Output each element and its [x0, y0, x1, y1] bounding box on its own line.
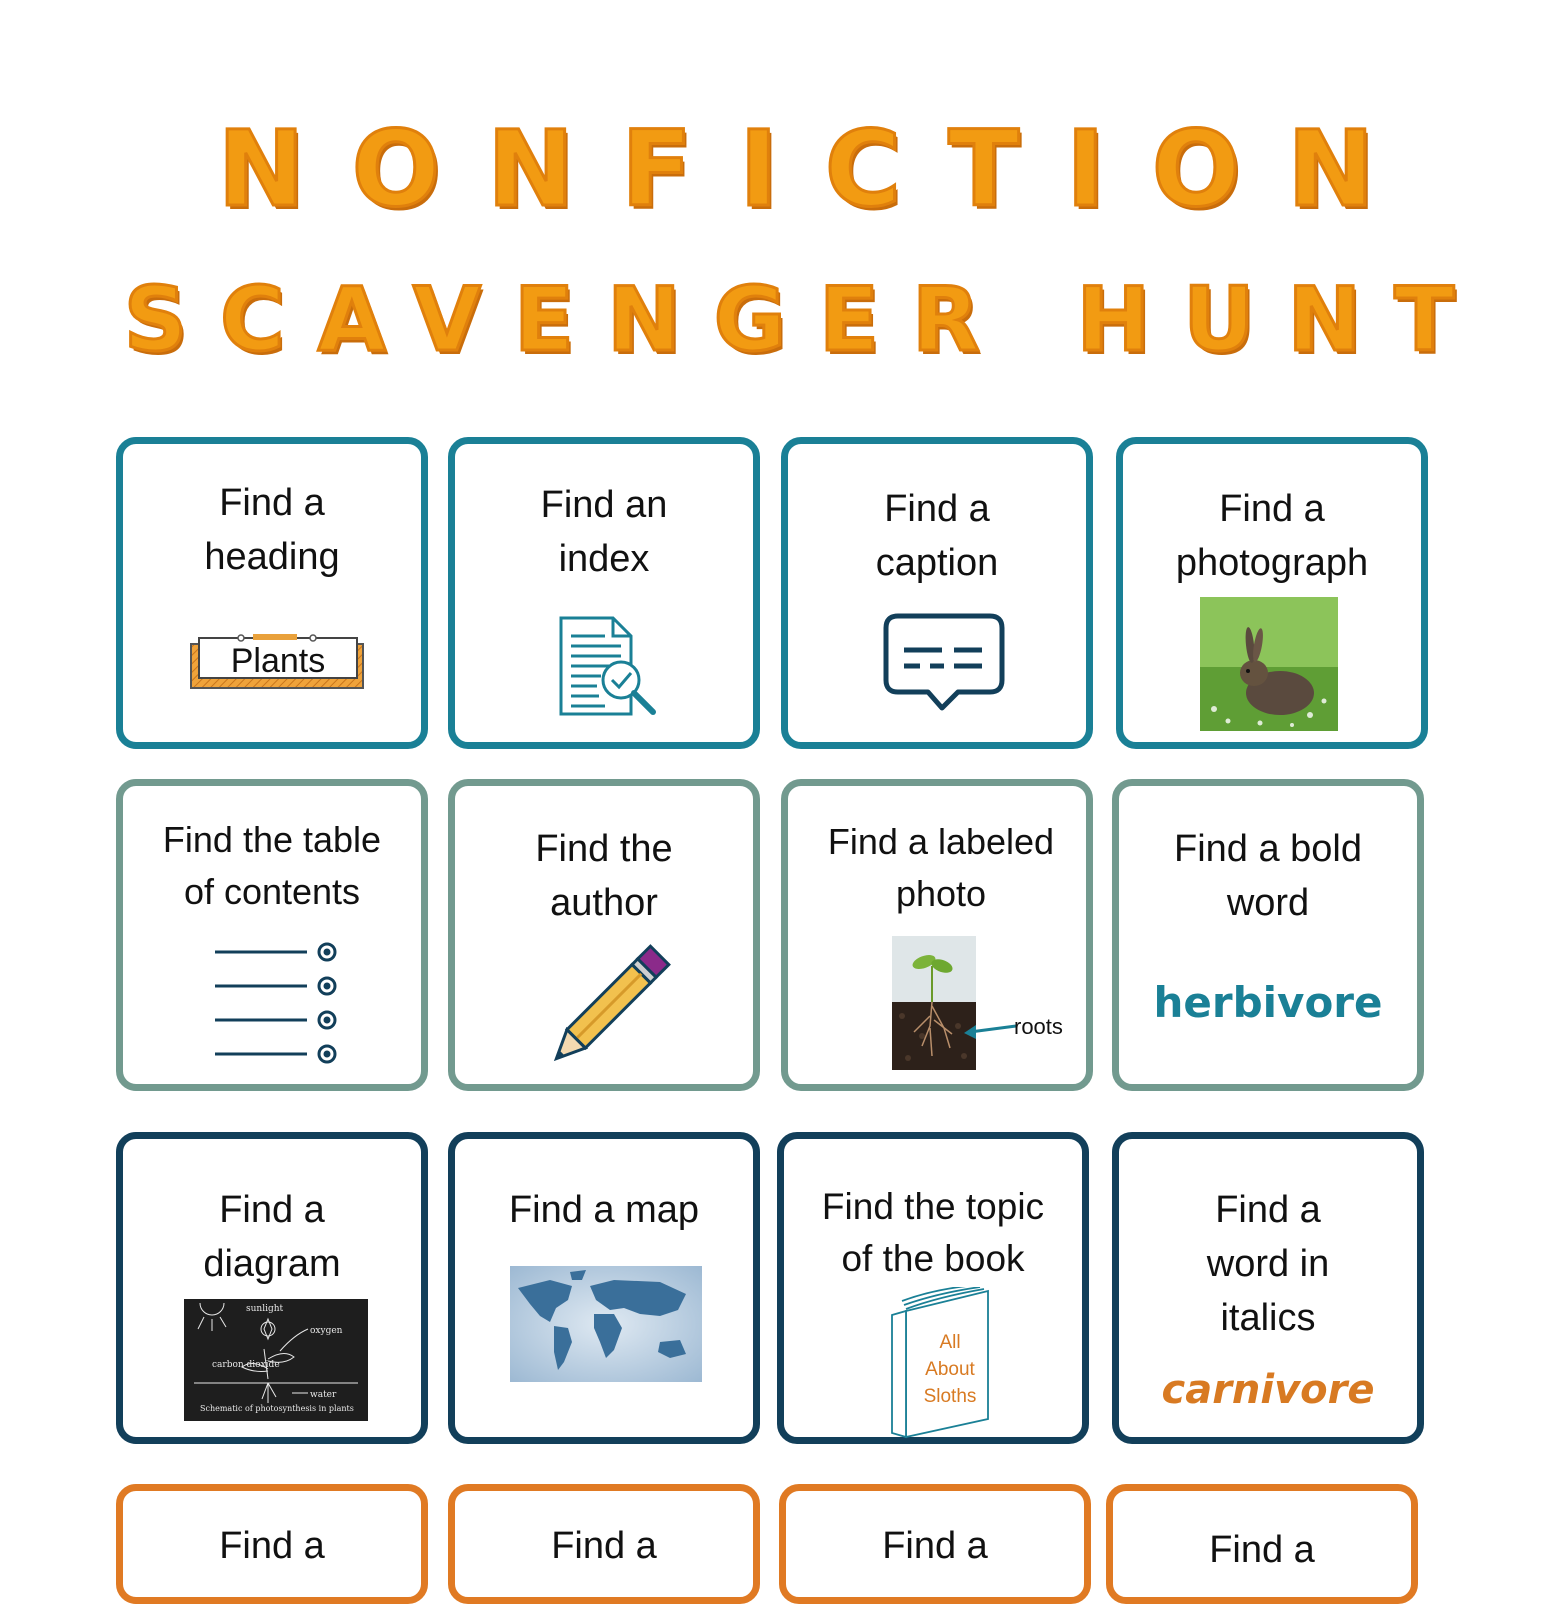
- heading-label: Plants: [230, 642, 326, 680]
- card-row4-2: [448, 1484, 760, 1604]
- card-text: Find a word in italics: [1206, 1189, 1330, 1339]
- card-row4-1: [116, 1484, 428, 1604]
- card-text: Find a: [551, 1525, 657, 1567]
- card-text: Find the author: [535, 828, 673, 924]
- card-index: [448, 437, 760, 749]
- page-title-line1: NONFICTION: [217, 108, 1422, 230]
- card-text: Find a bold word: [1173, 828, 1362, 924]
- card-italics: [1112, 1132, 1424, 1444]
- card-heading: [116, 437, 428, 749]
- bold-word: herbivore: [1153, 978, 1383, 1027]
- world-map-icon: [510, 1266, 702, 1382]
- card-text: Find a: [219, 1525, 325, 1567]
- card-text: Find a: [882, 1525, 988, 1567]
- diagram-label-co2: carbon dioxide: [212, 1360, 280, 1370]
- pencil-icon: [543, 942, 673, 1072]
- photosynthesis-diagram: [184, 1299, 368, 1421]
- card-text: Find an index: [540, 484, 668, 580]
- diagram-label-sunlight: sunlight: [246, 1304, 284, 1314]
- card-text: Find a labeled photo: [827, 821, 1055, 914]
- card-table-of-contents: [116, 779, 428, 1091]
- card-text: Find a diagram: [203, 1189, 341, 1285]
- rabbit-photo: [1200, 597, 1338, 731]
- page-title-line2: SCAVENGER HUNT: [123, 268, 1488, 371]
- card-text: Find the table of contents: [162, 819, 382, 912]
- arrow-icon: [962, 1020, 1018, 1040]
- card-author: [448, 779, 760, 1091]
- card-bold-word: [1112, 779, 1424, 1091]
- card-labeled-photo: [781, 779, 1093, 1091]
- document-search-icon: [555, 614, 665, 724]
- card-diagram: [116, 1132, 428, 1444]
- card-topic: [777, 1132, 1089, 1444]
- card-text: Find a photograph: [1175, 488, 1369, 584]
- card-map: [448, 1132, 760, 1444]
- card-photograph: [1116, 437, 1428, 749]
- card-row4-3: [779, 1484, 1091, 1604]
- plant-roots-photo: [892, 936, 976, 1070]
- roots-label: roots: [1014, 1014, 1063, 1039]
- card-caption: [781, 437, 1093, 749]
- book-title: All About Sloths: [923, 1332, 977, 1407]
- card-text: Find a: [1209, 1529, 1315, 1571]
- card-row4-4: [1106, 1484, 1418, 1604]
- caption-speech-bubble-icon: [882, 612, 1006, 720]
- diagram-label-oxygen: oxygen: [310, 1326, 343, 1336]
- card-text: Find a caption: [875, 488, 999, 584]
- italic-word: carnivore: [1161, 1367, 1375, 1413]
- card-text: Find a map: [508, 1189, 700, 1231]
- card-text: Find the topic of the book: [821, 1186, 1045, 1279]
- list-icon: [211, 938, 347, 1066]
- diagram-label-water: water: [310, 1390, 337, 1400]
- card-text: Find a heading: [204, 482, 340, 578]
- diagram-caption: Schematic of photosynthesis in plants: [200, 1404, 354, 1413]
